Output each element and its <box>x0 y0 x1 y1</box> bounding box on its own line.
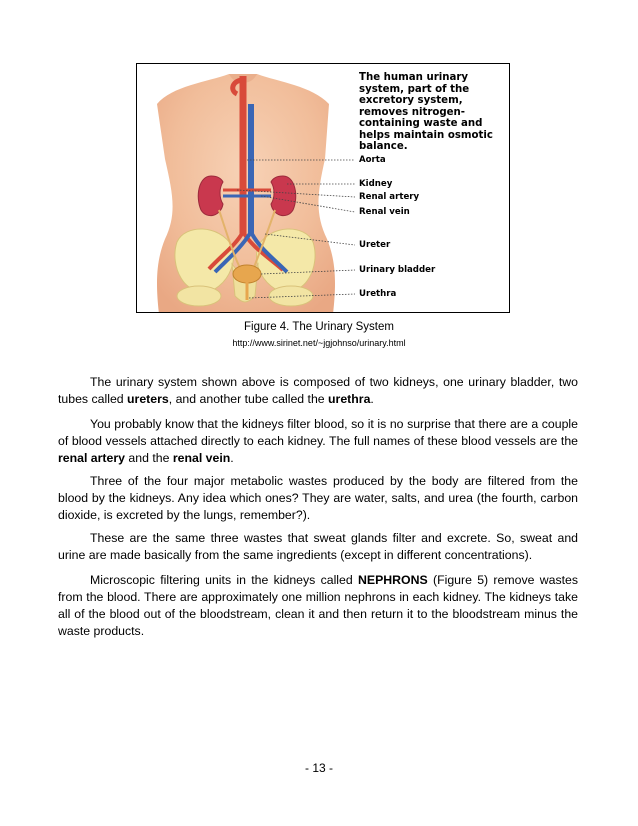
paragraph-sweat-glands: These are the same three wastes that sweat glands filter and excrete. So, sweat and urine are made basically from the same ingredients (except in different concentrations). <box>58 531 578 562</box>
label-urethra: Urethra <box>359 289 397 299</box>
p1-text-a: The urinary system shown above is composed of two kidneys, one urinary bladder, two tubes called <box>58 375 578 406</box>
paragraph-metabolic-wastes: Three of the four major metabolic wastes produced by the body are filtered from the blood by the kidneys. Any idea which ones? They are water, salts, and urea (the fourth, carbon dioxide, is excreted by the lungs, remember?). <box>58 474 578 522</box>
paragraph-urinary-parts <box>58 374 578 408</box>
label-urinary-bladder: Urinary bladder <box>359 265 436 275</box>
p1-text-c: , and another tube called the <box>168 392 329 406</box>
paragraph-nephrons <box>58 572 578 640</box>
term-ureters: ureters <box>127 392 169 406</box>
urinary-system-figure <box>136 63 510 313</box>
p1-text-d: . <box>370 392 374 406</box>
label-kidney: Kidney <box>359 179 393 189</box>
figure-caption: Figure 4. The Urinary System <box>244 321 394 333</box>
p5-text-c: (Figure 5) remove wastes from the blood. There are approximately one million nephrons in each kidney. The kidneys take all of the blood out of the bloodstream, clean it and then return it to the bloodstream minus the waste products. <box>58 573 578 638</box>
p2-text-c: and the <box>125 451 173 465</box>
label-ureter: Ureter <box>359 240 391 250</box>
p5-text-a: Microscopic filtering units in the kidneys called <box>90 573 358 587</box>
label-aorta: Aorta <box>359 155 386 165</box>
term-nephrons: NEPHRONS <box>358 573 428 587</box>
p2-text-d: . <box>230 451 234 465</box>
page-number: - 13 - <box>304 761 333 775</box>
paragraph-blood-vessels <box>58 416 578 467</box>
label-renal-artery: Renal artery <box>359 192 420 202</box>
term-urethra: urethra <box>328 392 371 406</box>
figure-heading: The human urinary system, part of the excretory system, removes nitrogen-containing waste and helps maintain osmotic balance. <box>359 72 493 152</box>
figure-source-url: http://www.sirinet.net/~jgjohnso/urinary.html <box>232 338 406 348</box>
label-renal-vein: Renal vein <box>359 207 410 217</box>
term-renal-vein: renal vein <box>172 451 231 465</box>
term-renal-artery: renal artery <box>58 451 125 465</box>
p2-text-a: You probably know that the kidneys filter blood, so it is no surprise that there are a couple of blood vessels attached directly to each kidney. The full names of these blood vessels are the <box>58 417 578 448</box>
